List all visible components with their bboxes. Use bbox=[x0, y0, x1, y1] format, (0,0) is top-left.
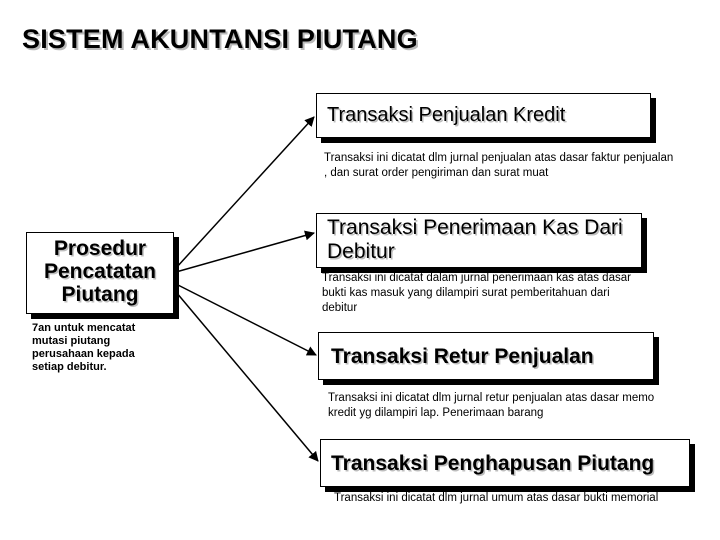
box-transaksi-retur-penjualan bbox=[318, 332, 654, 380]
box-label: Transaksi Penerimaan Kas Dari Debitur bbox=[327, 216, 623, 263]
box-label: Transaksi Penjualan Kredit bbox=[327, 104, 566, 126]
box-label: Transaksi Penghapusan Piutang bbox=[331, 452, 655, 475]
box-transaksi-penerimaan-kas bbox=[316, 213, 642, 268]
note-retur-penjualan: Transaksi ini dicatat dlm jurnal retur penjualan atas dasar memo kredit yg dilampiri lap. Penerimaan barang bbox=[328, 392, 655, 419]
source-note: 7an untuk mencatat mutasi piutang perusahaan kepada setiap debitur. bbox=[32, 322, 136, 373]
box-transaksi-penjualan-kredit bbox=[316, 93, 651, 138]
arrow-to-retur-penjualan bbox=[176, 284, 316, 355]
arrow-to-penerimaan-kas bbox=[176, 233, 314, 272]
source-line-1: Prosedur bbox=[53, 237, 147, 260]
box-label: Transaksi Retur Penjualan bbox=[331, 345, 594, 368]
page-title: SISTEM AKUNTANSI PIUTANG bbox=[22, 24, 418, 54]
note-penghapusan-piutang: Transaksi ini dicatat dlm jurnal umum atas dasar bukti memorial bbox=[334, 492, 659, 504]
source-line-2: Pencatatan bbox=[43, 260, 157, 283]
arrow-to-penjualan-kredit bbox=[176, 117, 314, 268]
note-penjualan-kredit: Transaksi ini dicatat dlm jurnal penjualan atas dasar faktur penjualan , dan surat order pengiriman dan surat muat bbox=[324, 152, 674, 179]
box-transaksi-penghapusan-piutang bbox=[320, 439, 690, 487]
note-penerimaan-kas: Transaksi ini dicatat dalam jurnal penerimaan kas atas dasar bukti kas masuk yang dilampiri surat pemberitahuan dari debitur bbox=[322, 272, 631, 314]
source-line-3: Piutang bbox=[61, 283, 139, 306]
source-box-prosedur-pencatatan-piutang bbox=[26, 232, 174, 314]
arrow-to-penghapusan-piutang bbox=[176, 292, 318, 461]
